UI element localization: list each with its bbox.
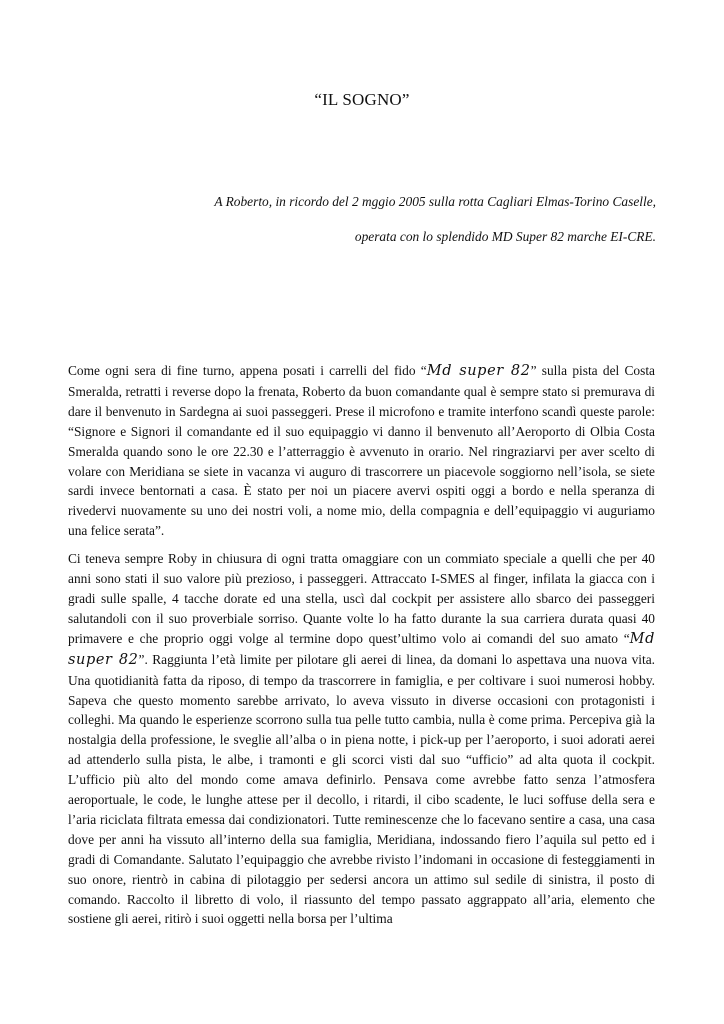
paragraph-2 xyxy=(68,549,655,929)
paragraph-1 xyxy=(68,361,655,541)
paragraph-2-part-a: Ci teneva sempre Roby in chiusura di ogni tratta omaggiare con un commiato speciale a quelli che per 40 anni sono stati il suo valore più prezioso, i passeggeri. Attraccato I-SMES al finger, infilata la giacca con i gradi sulle spalle, 4 tacche dorate ed una stella, uscì dal cockpit per assistere allo sbarco dei passeggeri salutandoli con il suo proverbiale sorriso. Quante volte lo ha fatto durante la sua carriera durata quasi 40 primavere e che proprio oggi volge al termine dopo quest’ultimo volo ai comandi del suo amato “ xyxy=(68,551,655,646)
dedication-line-2: operata con lo splendido MD Super 82 marche EI-CRE. xyxy=(354,229,656,244)
document-title: “IL SOGNO” xyxy=(314,90,410,109)
body-text xyxy=(68,361,655,929)
dedication-line-1: A Roberto, in ricordo del 2 mggio 2005 sulla rotta Cagliari Elmas-Torino Caselle, xyxy=(214,194,656,209)
paragraph-1-part-b: ” sulla pista del Costa Smeralda, retratti i reverse dopo la frenata, Roberto da buon comandante qual è sempre stato si premurava di dare il benvenuto in Sardegna ai suoi passeggeri. Prese il microfono e tramite interfono scandì queste parole: “Signore e Signori il comandante ed il suo equipaggio vi danno il benvenuto all’Aeroporto di Olbia Costa Smeralda quando sono le ore 22.30 e l’atterraggio è avvenuto in orario. Nel ringraziarvi per aver scelto di volare con Meridiana se siete in vacanza vi auguro di trascorrere un piacevole soggiorno nell’isola, se siete sardi invece bentornati a casa. È stato per noi un piacere avervi ospiti oggi a bordo e nella speranza di rivedervi nuovamente su uno dei nostri voli, a nome mio, della compagnia e dell’equipaggio vi auguriamo una felice serata”. xyxy=(68,363,655,539)
aircraft-name-script-2: Md super 82 xyxy=(68,630,655,668)
paragraph-2-part-b: ”. Raggiunta l’età limite per pilotare gli aerei di linea, da domani lo aspettava una nuova vita. Una quotidianità fatta da riposo, di tempo da trascorrere in famiglia, e per coltivare i suoi numerosi hobby. Sapeva che questo momento sarebbe arrivato, lo aveva vissuto in diverse occasioni con protagonisti i colleghi. Ma quando le esperienze scorrono sulla tua pelle tutto cambia, nulla è come prima. Percepiva già la nostalgia della professione, le sveglie all’alba o in piena notte, i pick-up per l’aeroporto, i suoi adorati aerei ad attenderlo sulla pista, le albe, i tramonti e gli scorci visti dal suo “ufficio” ad alta quota il cockpit. L’ufficio più alto del mondo come amava definirlo. Pensava come avrebbe fatto senza l’atmosfera aeroportuale, le code, le lunghe attese per il decollo, i ritardi, il cibo scadente, le luci soffuse della sera e l’aria riciclata filtrata emessa dai condizionatori. Tutte reminescenze che lo facevano sentire a casa, una casa dove per anni ha vissuto all’interno della sua famiglia, Meridiana, indossando fiero l’aquila sul petto ed i gradi di Comandante. Salutato l’equipaggio che avrebbe rivisto l’indomani in occasione di festeggiamenti in suo onore, rientrò in cabina di pilotaggio per sedersi ancora un attimo sul sedile di sinistra, il posto di comando. Raccolto il libretto di volo, il riassunto del tempo passato aggrappato all’aria, elemento che sostiene gli aerei, ritirò i suoi oggetti nella borsa per l’ultima xyxy=(68,651,656,927)
paragraph-1-part-a: Come ogni sera di fine turno, appena posati i carrelli del fido “ xyxy=(68,363,427,378)
aircraft-name-script: Md super 82 xyxy=(426,363,531,379)
